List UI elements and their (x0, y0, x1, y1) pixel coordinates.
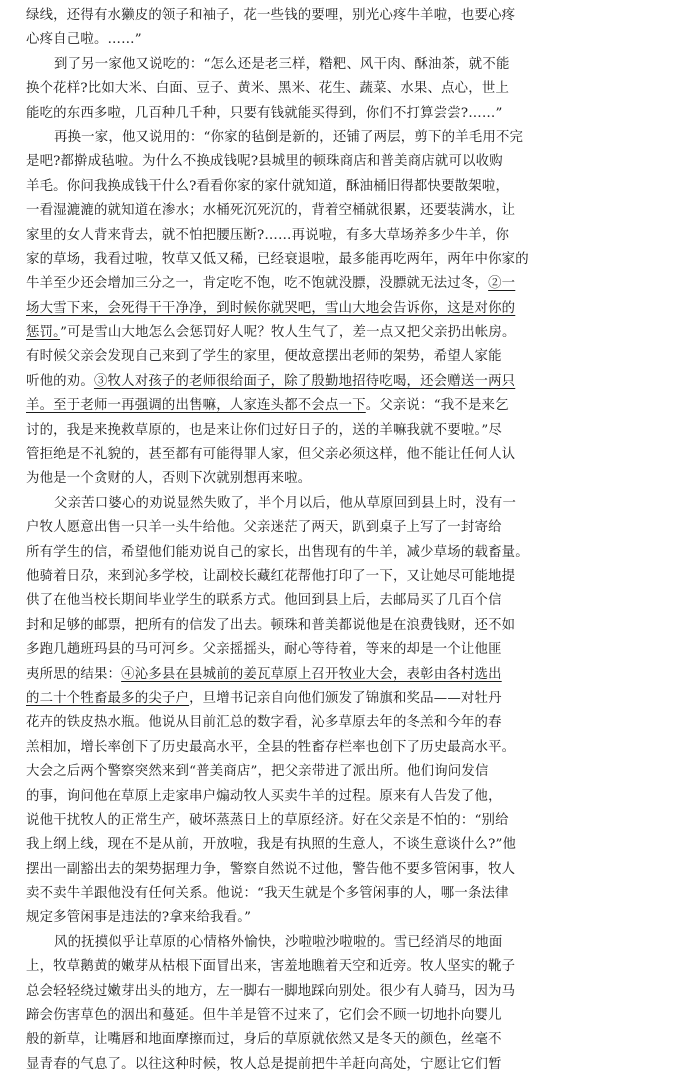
text-line: 家里的女人背来背去，就不怕把腰压断?……再说啦，有多大草场养多少牛羊，你 (26, 227, 510, 243)
text-line: 我上纲上线，现在不是从前，开放啦，我是有执照的生意人，不谈生意谈什么?”他 (26, 837, 517, 853)
underlined-passage-2: 惩罚。 (26, 325, 61, 341)
text-line: 能吃的东西多啦，几百种几千种，只要有钱就能买得到，你们不打算尝尝?……” (26, 105, 503, 121)
text-line: 所有学生的信，希望他们能劝说自己的家长，出售现有的牛羊，减少草场的载畜量。 (26, 544, 529, 560)
text-line: 羊毛。你问我换成钱干什么?看看你家的家什就知道，酥油桶旧得都快要散架啦， (26, 178, 510, 194)
text-line: 花卉的铁皮热水瓶。他说从目前汇总的数字看，沁多草原去年的冬羔和今年的春 (26, 715, 502, 731)
text-line: 规定多管闲事是违法的?拿来给我看。” (26, 910, 252, 926)
text-line: 到了另一家他又说吃的：“怎么还是老三样，糌粑、风干肉、酥油茶，就不能 (54, 56, 510, 72)
text-line: 羔相加，增长率创下了历史最高水平，全县的牲畜存栏率也创下了历史最高水平。 (26, 739, 516, 755)
underlined-passage-4: ④沁多县在县城前的姜瓦草原上召开牧业大会，表彰由各村选出 (121, 666, 502, 682)
text-line: 户牧人愿意出售一只羊一头牛给他。父亲迷茫了两天，趴到桌子上写了一封寄给 (26, 520, 502, 536)
text-line: 家的草场，我看过啦，牧草又低又稀，已经衰退啦，最多能再吃两年，两年中你家的 (26, 251, 529, 267)
text-line: 总会轻轻绕过嫩芽出头的地方，左一脚右一脚地踩向别处。很少有人骑马，因为马 (26, 983, 516, 999)
text-line (26, 297, 666, 321)
text-line: 父亲苦口婆心的劝说显然失败了，半个月以后，他从草原回到县上时，没有一 (54, 495, 517, 511)
text-line: 上，牧草鹅黄的嫩芽从枯根下面冒出来，害羞地瞧着天空和近旁。牧人坚实的靴子 (26, 959, 516, 975)
text-line (26, 321, 666, 345)
text-line: 摆出一副豁出去的架势据理力争，警察自然说不过他，警告他不要多管闲事，牧人 (26, 861, 516, 877)
text-span: ，旦增书记亲自向他们颁发了锦旗和奖品——对牡丹 (189, 690, 502, 706)
underlined-passage-2: 场大雪下来，会死得干干净净，到时候你就哭吧，雪山大地会告诉你，这是对你的 (26, 300, 516, 316)
text-line: 大会之后两个警察突然来到“普美商店”，把父亲带进了派出所。他们询问发信 (26, 764, 489, 780)
text-line: 换个花样?比如大米、白面、豆子、黄米、黑米、花生、蔬菜、水果、点心，世上 (26, 81, 510, 97)
text-span: 夷所思的结果： (26, 666, 122, 682)
text-line: 为他是一个贪财的人，否则下次就别想再来啦。 (26, 471, 312, 487)
text-line: 他骑着日尕，来到沁多学校，让副校长藏红花帮他打印了一下，又让她尽可能地提 (26, 568, 516, 584)
text-line (26, 394, 666, 418)
text-line: 有时候父亲会发现自己来到了学生的家里，便故意摆出老师的架势，希望人家能 (26, 349, 502, 365)
text-span: 。父亲说：“我不是来乞 (365, 398, 509, 414)
text-span: ”可是雪山大地怎么会惩罚好人呢？牧人生气了，差一点又把父亲扔出帐房。 (60, 325, 516, 341)
text-line: 说他干扰牧人的正常生产，破坏蒸蒸日上的草原经济。好在父亲是不怕的：“别给 (26, 812, 509, 828)
text-line: 封和足够的邮票，把所有的信发了出去。顿珠和普美都说他是在浪费钱财，还不如 (26, 617, 516, 633)
text-line (26, 370, 666, 394)
text-line (26, 663, 666, 687)
text-line: 风的抚摸似乎让草原的心情格外愉快，沙啦啦沙啦啦的。雪已经消尽的地面 (54, 934, 503, 950)
text-line: 绿线，还得有水獭皮的领子和袖子，花一些钱的要哩，别光心疼牛羊啦，也要心疼 (26, 8, 516, 23)
text-line: 卖不卖牛羊跟他没有任何关系。他说：“我天生就是个多管闲事的人，哪一条法律 (26, 886, 509, 902)
text-line: 一看湿漉漉的就知道在渗水；水桶死沉死沉的，背着空桶就很累，还要装满水，让 (26, 203, 516, 219)
text-line: 再换一家，他又说用的：“你家的毡倒是新的，还铺了两层，剪下的羊毛用不完 (54, 129, 524, 145)
text-span: 牛羊至少还会增加三分之一，肯定吃不饱，吃不饱就没膘，没膘就无法过冬， (26, 276, 489, 292)
underlined-passage-3: 羊。至于老师一再强调的出售嘛，人家连头都不会点一下 (26, 398, 366, 414)
text-line: 讨的，我是来挽救草原的，也是来让你们过好日子的，送的羊嘛我就不要啦。”尽 (26, 422, 503, 438)
underlined-passage-3: ③牧人对孩子的老师很给面子，除了殷勤地招待吃喝，还会赠送一两只 (93, 373, 516, 389)
underlined-passage-2: ②一 (488, 276, 516, 292)
text-line: 是吧?都擀成毡啦。为什么不换成钱呢?县城里的顿珠商店和普美商店就可以收购 (26, 154, 503, 170)
text-line (26, 687, 666, 711)
text-line: 的事，询问他在草原上走家串户煽动牧人买卖牛羊的过程。原来有人告发了他， (26, 788, 502, 804)
text-line: 心疼自己啦。……” (26, 32, 142, 48)
underlined-passage-4: 的二十个牲畜最多的尖子户 (26, 690, 190, 706)
text-line (26, 272, 666, 296)
text-line: 供了在他当校长期间毕业学生的联系方式。他回到县上后，去邮局买了几百个信 (26, 593, 502, 609)
text-line: 般的新草，让嘴唇和地面摩擦而过，身后的草原就依然又是冬天的颜色，丝毫不 (26, 1032, 502, 1048)
text-line: 显青春的气息了。以往这种时候，牧人总是提前把牛羊赶向高处，宁愿让它们暂 (26, 1056, 502, 1072)
text-line: 蹄会伤害草色的洇出和蔓延。但牛羊是管不过来了，它们会不顾一切地扑向婴儿 (26, 1008, 502, 1024)
text-line: 管拒绝是不礼貌的，甚至都有可能得罪人家，但父亲必须这样，他不能让任何人认 (26, 447, 516, 463)
text-span: 听他的劝。 (26, 373, 94, 389)
text-line: 多跑几趟班玛县的马可河乡。父亲摇摇头，耐心等待着，等来的却是一个让他匪 (26, 642, 502, 658)
